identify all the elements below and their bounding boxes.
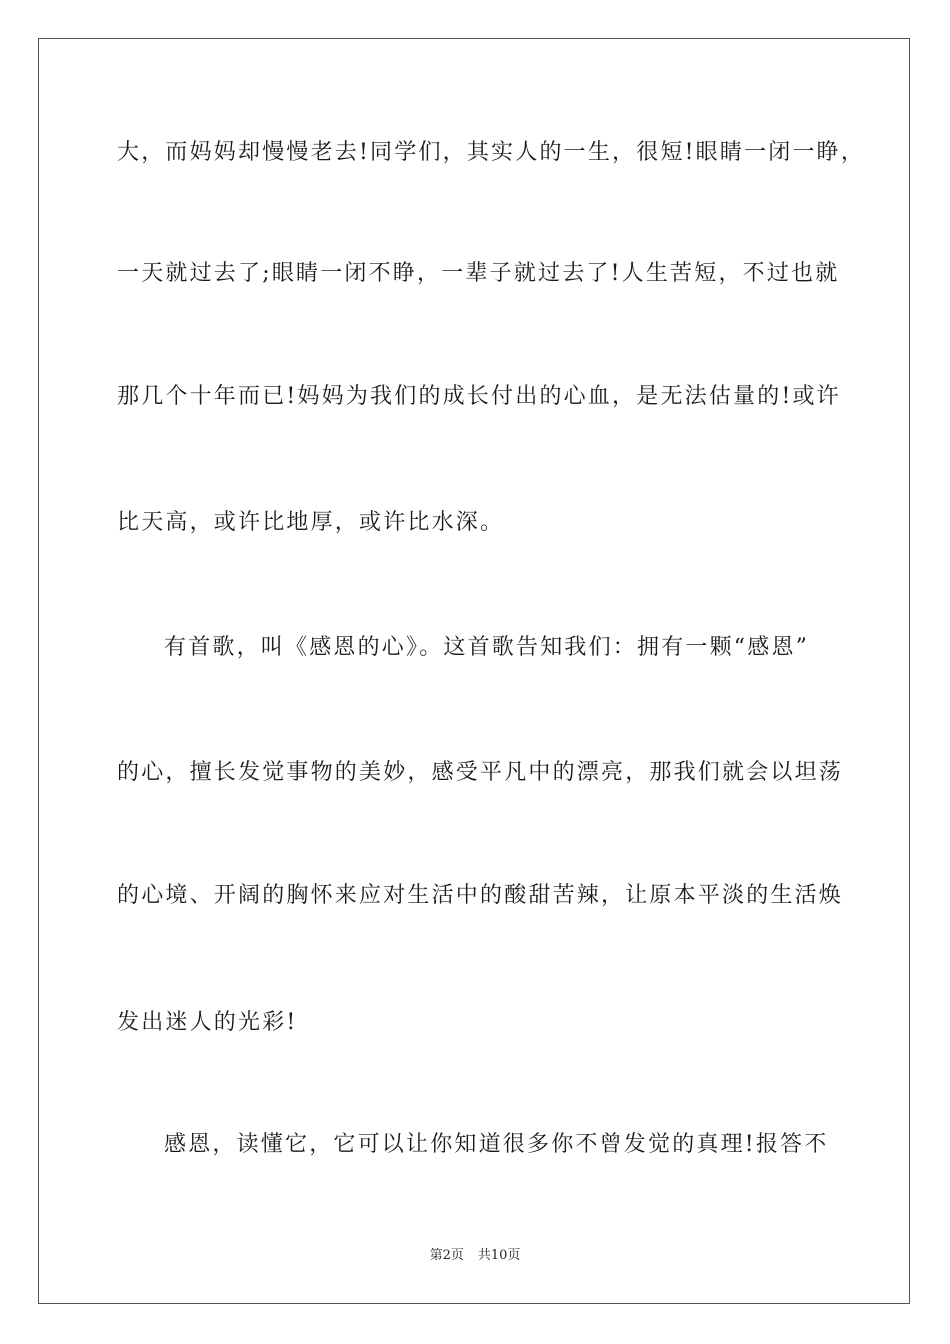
text-line-6: 的心，擅长发觉事物的美妙，感受平凡中的漂亮，那我们就会以坦荡 — [117, 760, 844, 785]
page-footer — [0, 1248, 950, 1264]
text-line-8: 发出迷人的光彩! — [117, 1010, 298, 1035]
text-line-3: 那几个十年而已!妈妈为我们的成长付出的心血，是无法估量的!或许 — [117, 384, 841, 409]
page-border — [38, 38, 910, 1304]
text-line-1: 大，而妈妈却慢慢老去!同学们，其实人的一生，很短!眼睛一闭一睁， — [117, 140, 866, 165]
page-total: 共10页 — [477, 1248, 521, 1263]
text-line-2: 一天就过去了;眼睛一闭不睁，一辈子就过去了!人生苦短，不过也就 — [117, 261, 840, 286]
paragraph-start-line-5: 有首歌，叫《感恩的心》。这首歌告知我们：拥有一颗“感恩” — [164, 635, 810, 660]
page-number: 第2页 — [429, 1248, 464, 1263]
text-line-7: 的心境、开阔的胸怀来应对生活中的酸甜苦辣，让原本平淡的生活焕 — [117, 883, 844, 908]
text-line-4: 比天高，或许比地厚，或许比水深。 — [117, 510, 505, 535]
paragraph-start-line-9: 感恩，读懂它，它可以让你知道很多你不曾发觉的真理!报答不 — [164, 1132, 829, 1157]
